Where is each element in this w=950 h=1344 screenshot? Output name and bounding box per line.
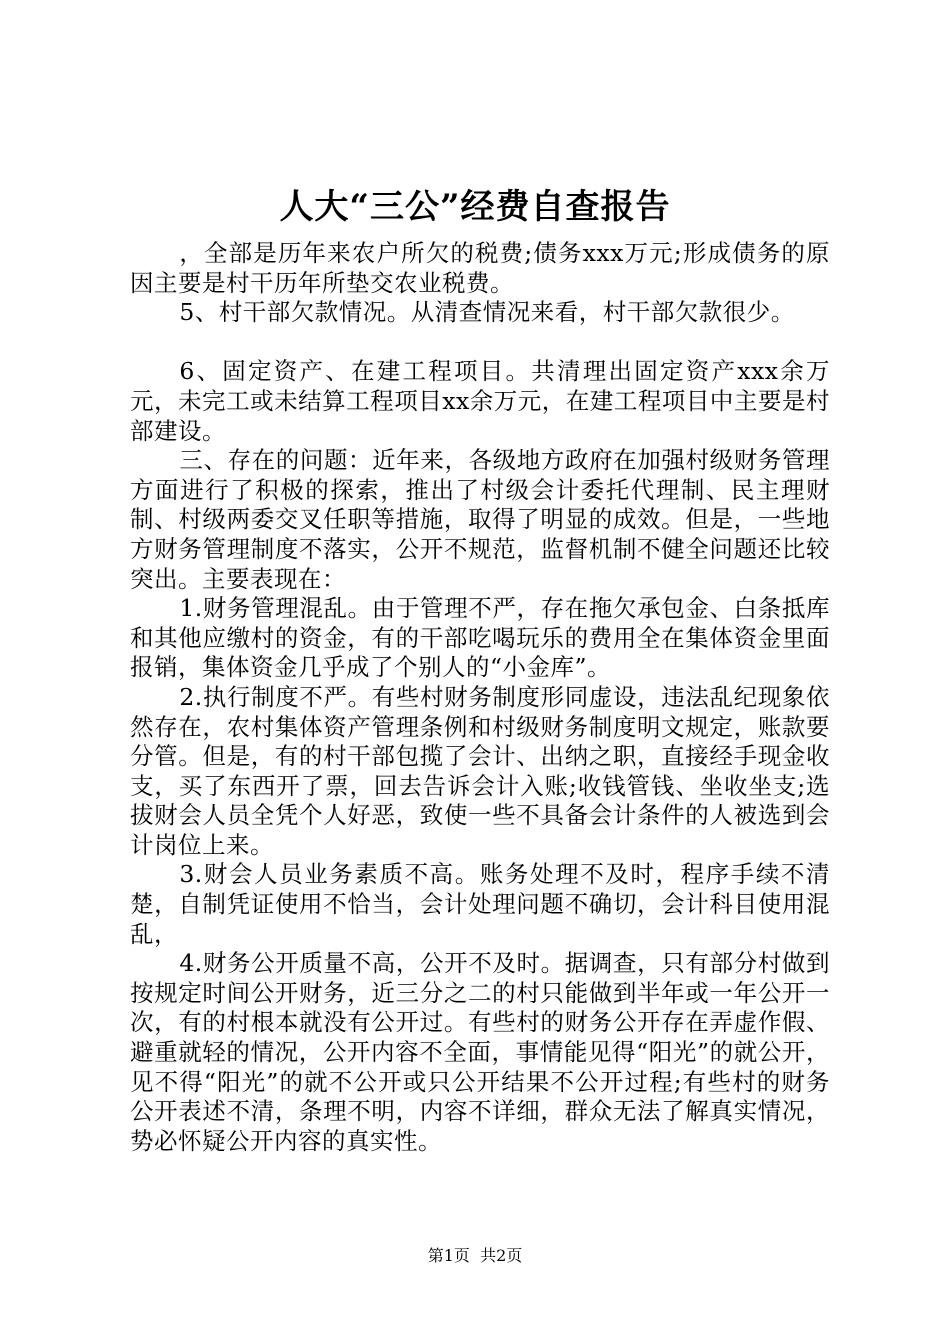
paragraph: 6、固定资产、在建工程项目。共清理出固定资产xxx余万元，未完工或未结算工程项目xx余万元，在建工程项目中主要是村部建设。: [130, 357, 830, 445]
document-title: 人大“三公”经费自查报告: [279, 187, 671, 227]
paragraph: 2.执行制度不严。有些村财务制度形同虚设，违法乱纪现象依然存在，农村集体资产管理条例和村级财务制度明文规定，账款要分管。但是，有的村干部包揽了会计、出纳之职，直接经手现金收支，买了东西开了票，回去告诉会计入账;收钱管钱、坐收坐支;选拔财会人员全凭个人好恶，致使一些不具备会计条件的人被选到会计岗位上来。: [130, 682, 830, 859]
page-footer: [0, 1244, 950, 1268]
page-number-total: 共2页: [480, 1246, 523, 1265]
page-number-current: 第1页: [427, 1246, 470, 1265]
paragraph: 3.财会人员业务素质不高。账务处理不及时，程序手续不清楚，自制凭证使用不恰当，会计处理问题不确切，会计科目使用混乱，: [130, 860, 830, 948]
paragraph: 三、存在的问题：近年来，各级地方政府在加强村级财务管理方面进行了积极的探索，推出了村级会计委托代理制、民主理财制、村级两委交叉任职等措施，取得了明显的成效。但是，一些地方财务管理制度不落实，公开不规范，监督机制不健全问题还比较突出。主要表现在：: [130, 446, 830, 593]
paragraph: 4.财务公开质量不高，公开不及时。据调查，只有部分村做到按规定时间公开财务，近三分之二的村只能做到半年或一年公开一次，有的村根本就没有公开过。有些村的财务公开存在弄虚作假、避重就轻的情况，公开内容不全面，事情能见得“阳光”的就公开，见不得“阳光”的就不公开或只公开结果不公开过程;有些村的财务公开表述不清，条理不明，内容不详细，群众无法了解真实情况，势必怀疑公开内容的真实性。: [130, 949, 830, 1155]
document-body: [130, 239, 830, 1156]
paragraph: 5、村干部欠款情况。从清查情况来看，村干部欠款很少。: [179, 298, 795, 327]
paragraph: ，全部是历年来农户所欠的税费;债务xxx万元;形成债务的原因主要是村干历年所垫交农业税费。: [130, 239, 830, 297]
paragraph: 1.财务管理混乱。由于管理不严，存在拖欠承包金、白条抵库和其他应缴村的资金，有的干部吃喝玩乐的费用全在集体资金里面报销，集体资金几乎成了个别人的“小金库”。: [130, 594, 830, 682]
